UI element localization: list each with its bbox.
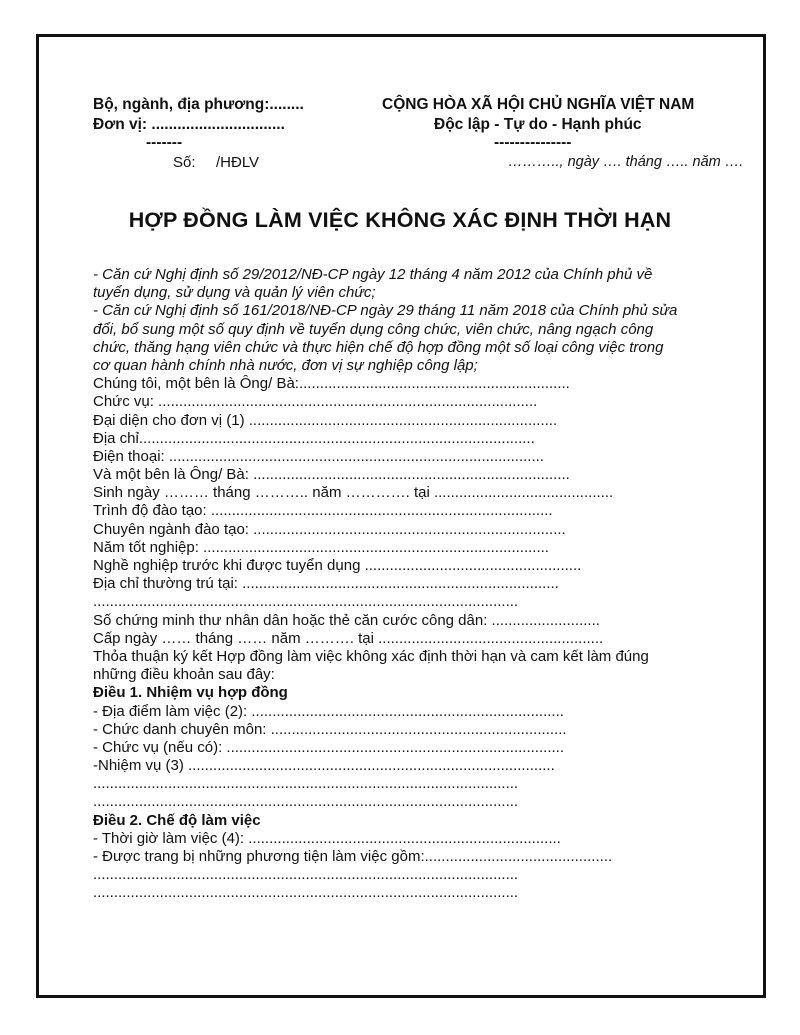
field-phone: Điện thoại: .......................................................................................... [93,447,544,465]
contract-body [93,266,713,903]
article-1-line: - Chức danh chuyên môn: ....................................................................... [93,720,567,738]
article-2-line: ...................................................................................................... [93,866,519,884]
article-2-line: ...................................................................................................... [93,884,519,902]
unit-line: Đơn vị: ............................... [93,116,285,133]
legal-basis-line: đổi, bổ sung một số quy định về tuyển dụng công chức, viên chức, nâng ngạch công [93,320,654,338]
agreement-statement: Thỏa thuận ký kết Hợp đồng làm việc không xác định thời hạn và cam kết làm đúng [93,647,649,665]
legal-basis-line: chức, thăng hạng viên chức và thực hiện chế độ hợp đồng một số loại công việc trong [93,338,664,356]
article-2-heading: Điều 2. Chế độ làm việc [93,811,261,829]
field-id-number: Số chứng minh thư nhân dân hoặc thẻ căn cước công dân: .......................... [93,611,600,629]
article-2-line: - Thời giờ làm việc (4): ........................................................................... [93,829,561,847]
document-title: HỢP ĐỒNG LÀM VIỆC KHÔNG XÁC ĐỊNH THỜI HẠN [128,208,672,232]
ministry-line: Bộ, ngành, địa phương:........ [93,96,304,113]
field-party-a: Chúng tôi, một bên là Ông/ Bà:................................................................. [93,375,570,393]
field-permanent-address: Địa chỉ thường trú tại: ............................................................................ [93,575,559,593]
field-representative-unit: Đại diện cho đơn vị (1) .......................................................................... [93,411,558,429]
number-label: Số: [173,154,196,171]
date-line: ……….., ngày …. tháng ….. năm …. [508,154,744,170]
field-address: Địa chỉ............................................................................................... [93,429,535,447]
field-blank-line: ...................................................................................................... [93,593,519,611]
field-major: Chuyên ngành đào tạo: ........................................................................... [93,520,566,538]
article-2-line: - Được trang bị những phương tiện làm việc gồm:............................................. [93,848,613,865]
legal-basis-line: - Căn cứ Nghị định số 29/2012/NĐ-CP ngày 12 tháng 4 năm 2012 của Chính phủ về [93,266,653,283]
field-previous-occupation: Nghề nghiệp trước khi được tuyển dụng .................................................... [93,557,582,574]
country-name: CỘNG HÒA XÃ HỘI CHỦ NGHĨA VIỆT NAM [382,96,695,113]
article-1-line: ...................................................................................................... [93,793,519,811]
field-issue-date: Cấp ngày …… tháng …… năm ………. tại ...................................................... [93,629,604,647]
field-graduation-year: Năm tốt nghiệp: ................................................................................... [93,538,549,556]
left-dashes: ------- [146,134,183,151]
field-position: Chức vụ: ........................................................................................... [93,393,538,411]
right-dashes: --------------- [494,134,572,151]
motto: Độc lập - Tự do - Hạnh phúc [434,116,642,133]
article-1-line: - Địa điểm làm việc (2): ........................................................................... [93,702,564,720]
article-1-heading: Điều 1. Nhiệm vụ hợp đồng [93,684,288,702]
field-party-b: Và một bên là Ông/ Bà: ............................................................................ [93,466,570,484]
article-1-line: -Nhiệm vụ (3) ........................................................................................ [93,757,555,775]
legal-basis-line: cơ quan hành chính nhà nước, đơn vị sự nghiệp công lập; [93,356,478,374]
agreement-statement-cont: những điều khoản sau đây: [93,666,275,684]
field-education-level: Trình độ đào tạo: .................................................................................. [93,502,553,520]
article-1-line: ...................................................................................................... [93,775,519,793]
legal-basis-line: - Căn cứ Nghị định số 161/2018/NĐ-CP ngày 29 tháng 11 năm 2018 của Chính phủ sửa [93,302,678,320]
article-1-line: - Chức vụ (nếu có): ................................................................................. [93,738,564,756]
number-code: /HĐLV [216,154,260,171]
legal-basis-line: tuyển dụng, sử dụng và quản lý viên chức; [93,284,376,302]
field-birth: Sinh ngày ……… tháng ……….. năm …………. tại ........................................... [93,484,614,502]
